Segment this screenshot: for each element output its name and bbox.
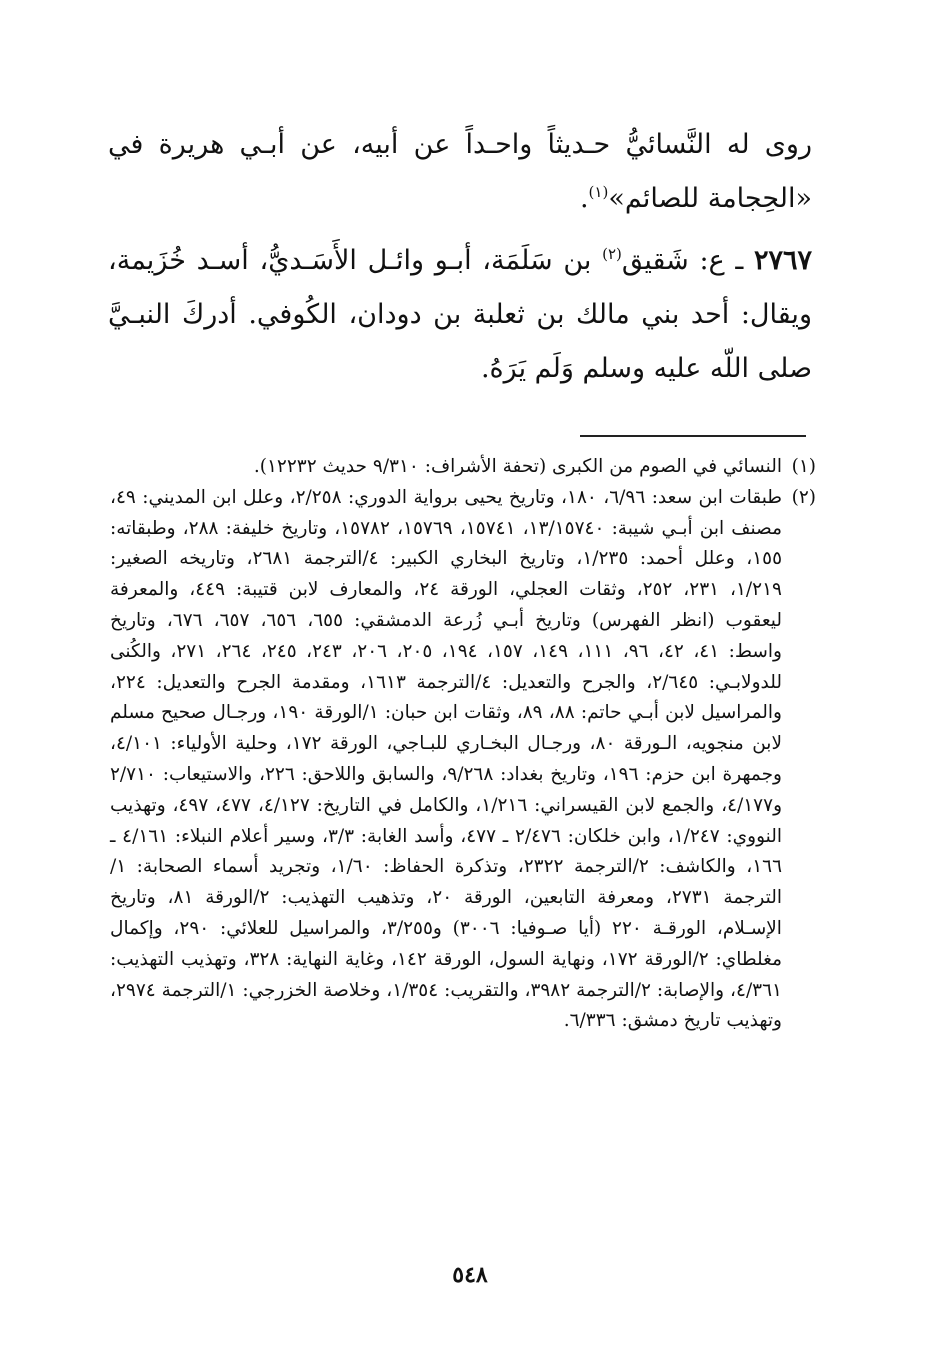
footnote-text: طبقات ابن سعد: ٦/٩٦، ١٨٠، وتاريخ يحيى برواية الدوري: ٢/٢٥٨، وعلل ابن المديني: ٤٩، مصنف ابن أبـي شيبة: ١٣/١٥٧٤٠، ١٥٧٤١، ١٥٧٦٩، ١٥٧٨٢، وتاريخ خليفة: ٢٨٨، وطبقاته: ١٥٥، وعلل أحمد: ١/٢٣٥، وتاريخ البخاري الكبير: ٤/الترجمة ٢٦٨١، وتاريخه الصغير: ١/٢١٩، ٢٣١، ٢٥٢، وثقات العجلي، الورقة ٢٤، والمعارف لابن قتيبة: ٤٤٩، والمعرفة ليعقوب (انظر الفهرس) وتاريخ أبـي زُرعة الدمشقي: ٦٥٥، ٦٥٦، ٦٥٧، ٦٧٦، وتاريخ واسط: ٤١، ٤٢، ٩٦، ١١١، ١٤٩، ١٥٧، ١٩٤، ٢٠٥، ٢٠٦، ٢٤٣، ٢٤٥، ٢٦٤، ٢٧١، والكُنى للدولابـي: ٢/٦٤٥، والجرح والتعديل: ٤/الترجمة ١٦١٣، ومقدمة الجرح والتعديل: ٢٢٤، والمراسيل لابن أبـي حاتم: ٨٨، ٨٩، وثقات ابن حبان: ١/الورقة ١٩٠، ورجـال صحيح مسلم لابن منجويه، الـورقة ٨٠، ورجـال البخـاري للبـاجي، الورقة ١٧٢، وحلية الأولياء: ٤/١٠١، وجمهرة ابن حزم: ١٩٦، وتاريخ بغداد: ٩/٢٦٨، والسابق واللاحق: ٢٢٦، والاستيعاب: ٢/٧١٠ و٤/١٧٧، والجمع لابن القيسراني: ١/٢١٦، والكامل في التاريخ: ٤/١٢٧، ٤٧٧، ٤٩٧، وتهذيب النووي: ١/٢٤٧، وابن خلكان: ٢/٤٧٦ ـ ٤٧٧، وأسد الغابة: ٣/٣، وسير أعلام النبلاء: ٤/١٦١ ـ ١٦٦، والكاشف: ٢/الترجمة ٢٣٢٢، وتذكرة الحفاظ: ١/٦٠، وتجريد أسماء الصحابة: ١/الترجمة ٢٧٣١، ومعرفة التابعين، الورقة ٢٠، وتذهيب التهذيب: ٢/الورقة ٨١، وتاريخ الإسـلام، الورقـة ٢٢٠ (أيا صـوفيا: ٣٠٠٦) و٣/٢٥٥، والمراسيل للعلائي: ٢٩٠، وإكمال مغلطاي: ٢/الورقة ١٧٢، ونهاية السول، الورقة ١٤٢، وغاية النهاية: ٣٢٨، وتهذيب التهذيب: ٤/٣٦١، والإصابة: ٢/الترجمة ٣٩٨٢، والتقريب: ١/٣٥٤، وخلاصة الخزرجي: ١/الترجمة ٢٩٧٤، وتهذيب تاريخ دمشق: ٦/٣٣٦. [110,486,783,1032]
footnote-2 [110,483,816,1037]
footnote-1 [110,452,816,483]
entry-number: ٢٧٦٧ [753,245,812,276]
footnote-divider [580,435,806,437]
page-number: ٥٤٨ [452,1262,488,1288]
footnote-ref-2[interactable]: (٢) [602,245,622,263]
biography-entry [108,234,812,396]
footnotes [110,452,816,1037]
footnote-text: النسائي في الصوم من الكبرى (تحفة الأشراف: ٩/٣١٠ حديث ١٢٢٣٢). [253,456,782,477]
paragraph-hadith-narration [108,118,812,226]
footnote-mark: (٢) [791,486,816,508]
footnote-ref-1[interactable]: (١) [588,183,609,201]
footnote-mark: (١) [791,456,816,477]
paragraph-text: روى له النَّسائيُّ حـديثاً واحـداً عن أبيه، عن أبـي هريرة في «الحِجامة للصائم» [108,129,812,214]
entry-name: ـ ع: شَقيق [621,245,754,276]
entry-text: بن سَلَمَة، أبـو وائـل الأَسَـديُّ، أسـد خُزَيمة، ويقال: أحد بني مالك بن ثعلبة بن دودان، الكُوفي. أدركَ النبـيَّ صلى اللّه عليه وسلم وَلَم يَرَهُ. [108,245,812,384]
paragraph-end: . [579,183,589,214]
main-text [108,118,812,396]
